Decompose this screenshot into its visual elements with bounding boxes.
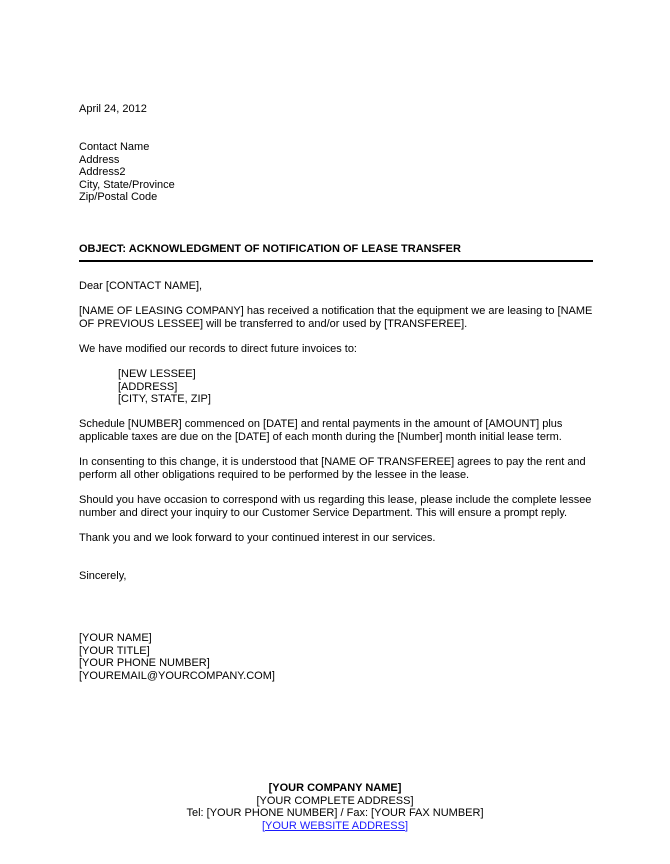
paragraph-line: number and direct your inquiry to our Customer Service Department. This will ensure a prompt reply.	[79, 506, 568, 519]
paragraph-line: In consenting to this change, it is understood that [NAME OF TRANSFEREE] agrees to pay the rent and	[79, 456, 586, 468]
paragraph-line: OF PREVIOUS LESSEE] will be transferred to and/or used by [TRANSFEREE].	[79, 317, 468, 330]
recipient-line: Zip/Postal Code	[79, 191, 158, 204]
paragraph-line: [NAME OF LEASING COMPANY] has received a notification that the equipment we are leasing to [NAME	[79, 305, 593, 317]
invoice-address-line: [NEW LESSEE]	[118, 368, 196, 380]
recipient-address	[79, 141, 175, 204]
paragraph-line: applicable taxes are due on the [DATE] of each month during the [Number] month initial lease term.	[79, 430, 562, 443]
paragraph-line: Should you have occasion to correspond with us regarding this lease, please include the complete lessee	[79, 494, 592, 506]
footer-company: [YOUR COMPANY NAME]	[268, 782, 402, 794]
footer-website-link[interactable]: [YOUR WEBSITE ADDRESS]	[261, 819, 409, 832]
recipient-line: City, State/Province	[79, 178, 175, 191]
invoice-address	[118, 368, 211, 406]
invoice-address-line: [ADDRESS]	[118, 380, 178, 393]
paragraph-consent	[79, 456, 599, 481]
paragraph-records: We have modified our records to direct future invoices to:	[79, 343, 357, 355]
signature-phone: [YOUR PHONE NUMBER]	[79, 657, 210, 670]
recipient-line: Address2	[79, 166, 126, 179]
paragraph-correspondence	[79, 494, 599, 519]
closing: Sincerely,	[79, 570, 127, 582]
signature-name: [YOUR NAME]	[79, 632, 152, 644]
salutation: Dear [CONTACT NAME],	[79, 280, 203, 292]
subject-divider	[79, 260, 593, 262]
letter-date: April 24, 2012	[79, 103, 147, 115]
paragraph-schedule	[79, 418, 599, 443]
recipient-line: Address	[79, 153, 120, 166]
signature-block	[79, 632, 275, 682]
signature-title: [YOUR TITLE]	[79, 644, 150, 657]
paragraph-thanks: Thank you and we look forward to your continued interest in our services.	[79, 532, 436, 544]
subject-line: OBJECT: ACKNOWLEDGMENT OF NOTIFICATION OF LEASE TRANSFER	[79, 243, 461, 255]
footer-contact: Tel: [YOUR PHONE NUMBER] / Fax: [YOUR FAX NUMBER]	[186, 807, 484, 820]
signature-email: [YOUREMAIL@YOURCOMPANY.COM]	[79, 669, 275, 682]
paragraph-notification	[79, 305, 599, 330]
company-footer	[0, 782, 670, 832]
invoice-address-line: [CITY, STATE, ZIP]	[118, 393, 211, 406]
footer-address: [YOUR COMPLETE ADDRESS]	[256, 794, 414, 807]
paragraph-line: perform all other obligations required to be performed by the lessee in the lease.	[79, 468, 470, 481]
paragraph-line: Schedule [NUMBER] commenced on [DATE] and rental payments in the amount of [AMOUNT] plus	[79, 418, 563, 430]
recipient-line: Contact Name	[79, 141, 150, 153]
